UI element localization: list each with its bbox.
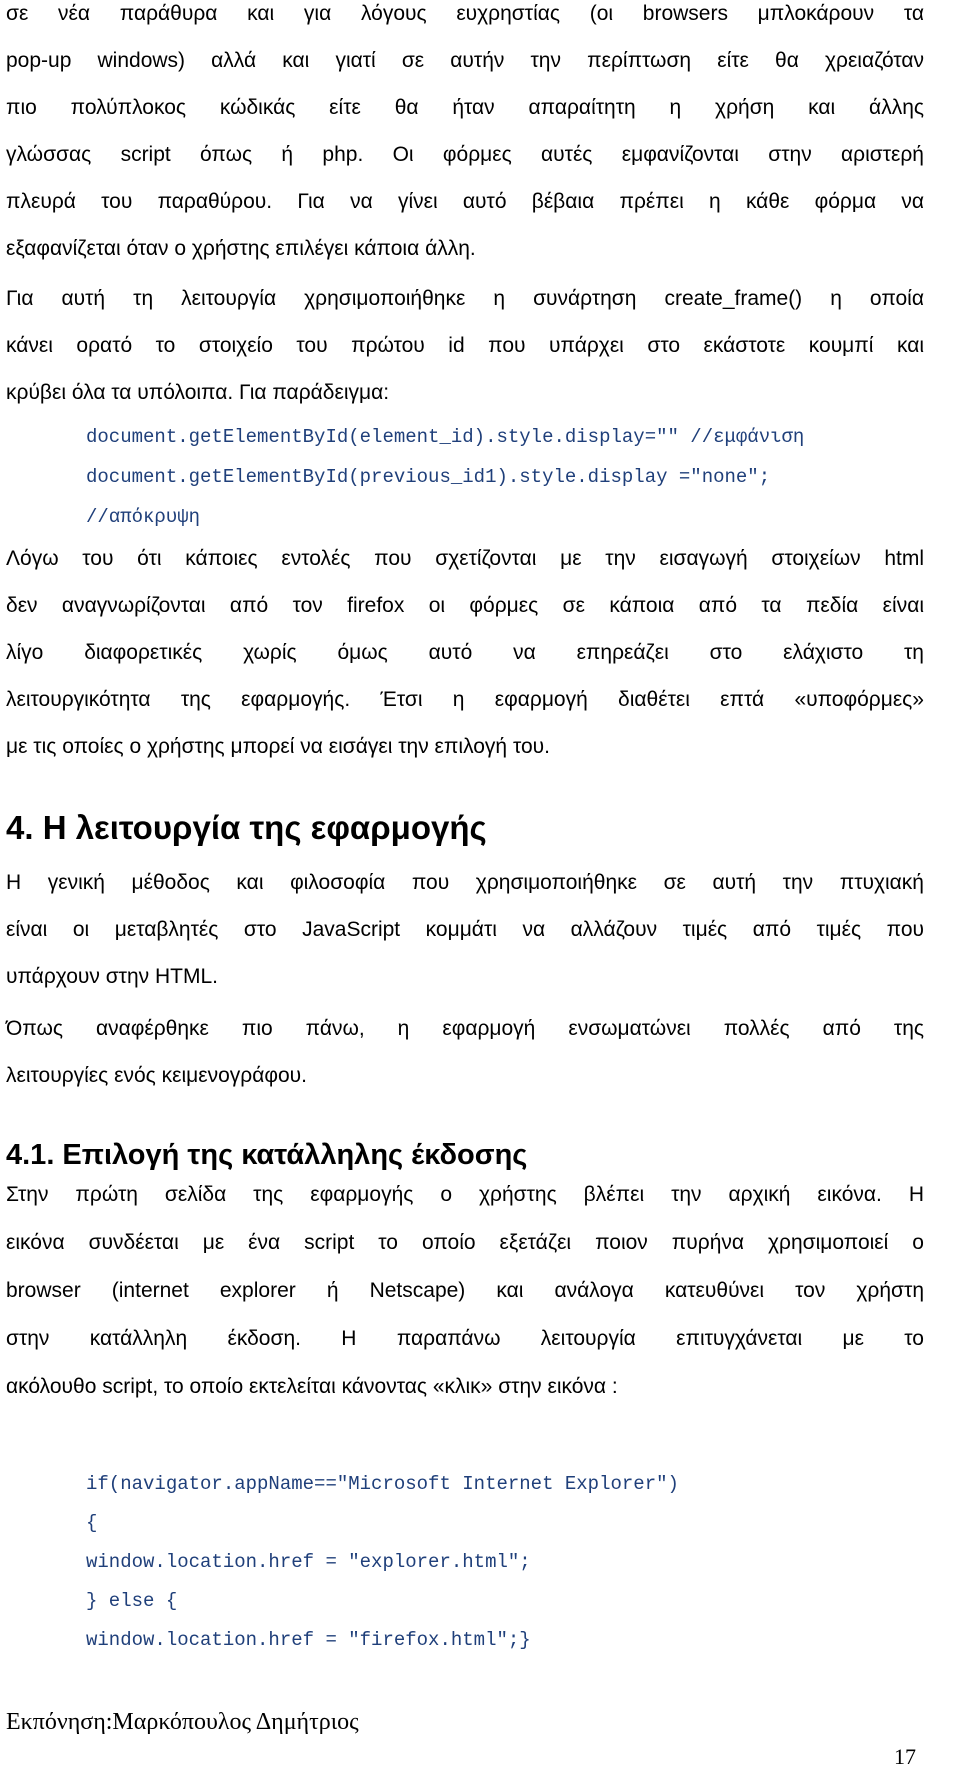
- text-line: pop-up windows) αλλά και γιατί σε αυτήν την περίπτωση είτε θα χρειαζόταν: [6, 49, 924, 72]
- text-line: με τις οποίες ο χρήστης μπορεί να εισάγει την επιλογή του.: [6, 735, 550, 758]
- text-line: πλευρά του παραθύρου. Για να γίνει αυτό βέβαια πρέπει η κάθε φόρμα να: [6, 190, 924, 213]
- code-line: window.location.href = "firefox.html";}: [86, 1629, 531, 1651]
- text-line: γλώσσας script όπως ή php. Οι φόρμες αυτές εμφανίζονται στην αριστερή: [6, 143, 924, 166]
- code-line: document.getElementById(element_id).style.display="" //εμφάνιση: [86, 426, 805, 448]
- text-line: Για αυτή τη λειτουργία χρησιμοποιήθηκε η συνάρτηση create_frame() η οποία: [6, 287, 924, 310]
- text-line: ακόλουθο script, το οποίο εκτελείται κάνοντας «κλικ» στην εικόνα :: [6, 1375, 618, 1398]
- text-line: Λόγω του ότι κάποιες εντολές που σχετίζονται με την εισαγωγή στοιχείων html: [6, 547, 924, 570]
- text-line: εξαφανίζεται όταν ο χρήστης επιλέγει κάποια άλλη.: [6, 237, 476, 260]
- code-line: //απόκρυψη: [86, 506, 201, 528]
- code-line: if(navigator.appName=="Microsoft Internet Explorer"): [86, 1473, 679, 1495]
- footer-author: Εκπόνηση:Μαρκόπουλος Δημήτριος: [6, 1709, 359, 1735]
- section-heading: 4. Η λειτουργία της εφαρμογής: [6, 809, 487, 846]
- code-line: } else {: [86, 1590, 178, 1612]
- text-line: λειτουργίες ενός κειμενογράφου.: [6, 1064, 307, 1087]
- text-line: κάνει ορατό το στοιχείο του πρώτου id που υπάρχει στο εκάστοτε κουμπί και: [6, 334, 924, 357]
- code-line: window.location.href = "explorer.html";: [86, 1551, 531, 1573]
- text-line: Στην πρώτη σελίδα της εφαρμογής ο χρήστης βλέπει την αρχική εικόνα. Η: [6, 1183, 924, 1206]
- text-line: είναι οι μεταβλητές στο JavaScript κομμάτι να αλλάζουν τιμές από τιμές που: [6, 918, 924, 941]
- text-line: Η γενική μέθοδος και φιλοσοφία που χρησιμοποιήθηκε σε αυτή την πτυχιακή: [6, 871, 924, 894]
- text-line: Όπως αναφέρθηκε πιο πάνω, η εφαρμογή ενσωματώνει πολλές από της: [6, 1017, 924, 1040]
- code-line: document.getElementById(previous_id1).style.display ="none";: [86, 466, 771, 488]
- text-line: λειτουργικότητα της εφαρμογής. Έτσι η εφαρμογή διαθέτει επτά «υποφόρμες»: [6, 688, 924, 711]
- text-line: σε νέα παράθυρα και για λόγους ευχρηστίας (οι browsers μπλοκάρουν τα: [6, 2, 924, 25]
- text-line: στην κατάλληλη έκδοση. Η παραπάνω λειτουργία επιτυγχάνεται με το: [6, 1327, 924, 1350]
- text-line: browser (internet explorer ή Netscape) και ανάλογα κατευθύνει τον χρήστη: [6, 1279, 924, 1302]
- text-line: υπάρχουν στην HTML.: [6, 965, 218, 988]
- text-line: δεν αναγνωρίζονται από τον firefox οι φόρμες σε κάποια από τα πεδία είναι: [6, 594, 924, 617]
- text-line: πιο πολύπλοκος κώδικάς είτε θα ήταν απαραίτητη η χρήση και άλλης: [6, 96, 924, 119]
- text-line: λίγο διαφορετικές χωρίς όμως αυτό να επηρεάζει στο ελάχιστο τη: [6, 641, 924, 664]
- subsection-heading: 4.1. Επιλογή της κατάλληλης έκδοσης: [6, 1139, 528, 1171]
- code-line: {: [86, 1512, 98, 1534]
- text-line: κρύβει όλα τα υπόλοιπα. Για παράδειγμα:: [6, 381, 390, 404]
- page-number: 17: [894, 1744, 916, 1769]
- text-line: εικόνα συνδέεται με ένα script το οποίο εξετάζει ποιον πυρήνα χρησιμοποιεί ο: [6, 1231, 924, 1254]
